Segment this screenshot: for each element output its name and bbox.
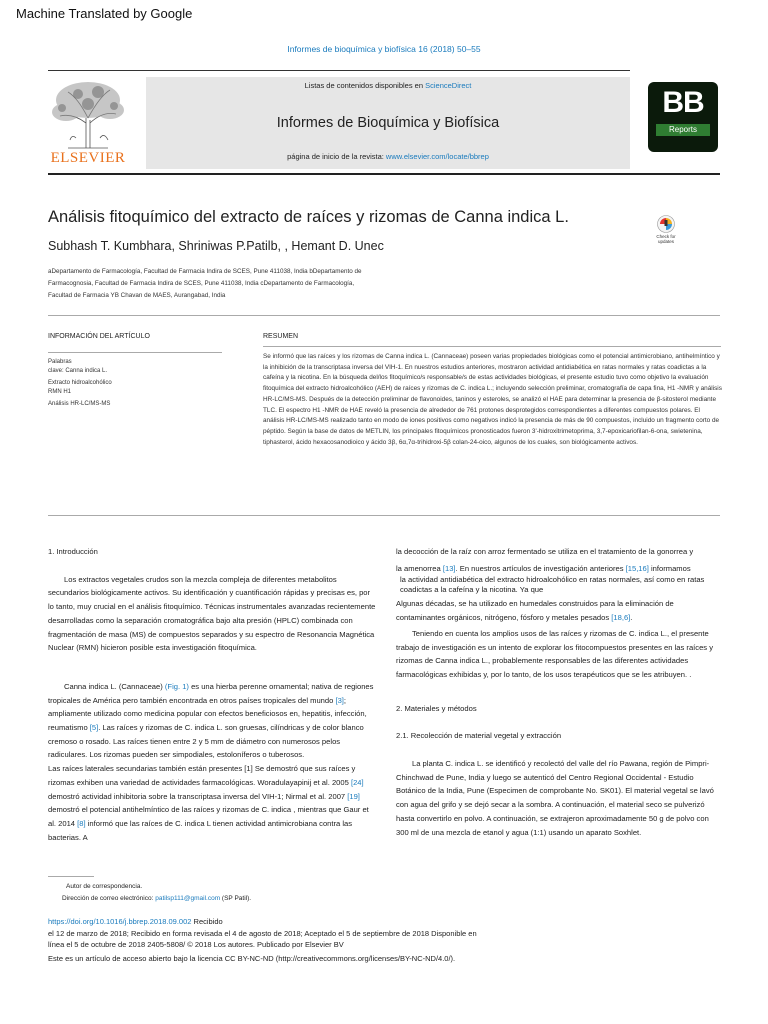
citation-link[interactable]: [5] [89,723,99,733]
abstract-text: Se informó que las raíces y los rizomas de Canna indica L. (Cannaceae) poseen varias propiedades biológicas como el potencial antimicrobiano, antihelmíntico y la inhibición de la transcriptasa inversa del VIH-1. En nuestros estudios anteriores, mostraron actividad antidiabética en ratas normales y ratas coadictas a la cafeína y la nicotina. En la búsqueda del/los fitoquímico/s responsable/s de estas actividades biológicas, el presente estudio tuvo como objetivo la evaluación fitoquímica del extracto hidroalcohólico (AEH) de raíces y rizomas de C. indica L.; incluyendo selección preliminar, cromatografía de capa fina, H1 -NMR y análisis HR-LC/MS-MS. Después de la detección preliminar de flavonoides, taninos y esteroles, se analizó el HAE para determinar la presencia de β-sitosterol mediante TLC. El espectro H1 -NMR de HAE reveló la presencia de alrededor de 761 protones desprotegidos correspondientes a diferentes compuestos polares. El análisis HR-LC/MS-MS realizado tanto en modo de iones positivos como negativos indicó la presencia de más de 90 compuestos, incluido un fragmento corto de péptido. Según la base de datos de METLIN, los principales fitoquímicos pronosticados fueron 3'-hidroxitrimetoprima, 3,7-epoxicariofilan-6-ona, swietenina, tiphasterol, ácido hexacosanodioico y ácido 3β, 6α,7α-trihidroxi-5β colan-24-oico, algunos de los cuales, son biológicamente activos. [263,353,722,446]
journal-header-box [146,77,630,169]
abstract-heading: RESUMEN [263,333,299,340]
right-paragraph-2: la amenorrea [13]. En nuestros artículos de investigación anteriores [15,16] informamos [396,563,691,573]
citation-link[interactable]: [13] [442,563,456,573]
section-2-1-paragraph: La planta C. indica L. se identificó y recolectó del valle del río Pawana, región de Pimpri-Chinchwad de Pune, India y luego se autenticó del Centro Regional Occidental - Estudio Botánico de la India, Pune (Especimen de comprobante No. SK01). El material vegetal se lavó con agua del grifo y se dejó secar a la sombra. A continuación, el material seco se pulverizó hasta convertirlo en polvo. A continuación, se extrajeron aproximadamente 50 g de polvo con 300 ml de una mezcla de etanol y agua (1:1) usando un aparato Soxhlet. [396,759,714,837]
bb-reports-logo: BB Reports [648,82,718,152]
right-paragraph-1: la decocción de la raíz con arroz fermentado se utiliza en el tratamiento de la gonorrea y [396,547,694,556]
affiliations: aDepartamento de Farmacología, Facultad de Farmacia Indira de SCES, Pune 411038, India bDepartamento de Farmacognosia, Facultad de Farmacia Indira de SCES, Pune 411038, India cDepartamento de Farmacología, Facultad de Farmacia YB Chavan de MAES, Aurangabad, India [48,268,362,299]
top-divider [48,70,630,71]
footnotes [62,881,252,905]
author-email-link[interactable]: patilsp111@gmail.com [155,895,221,902]
keyword-item: Palabras [48,359,72,365]
right-paragraph-5: Teniendo en cuenta los amplios usos de las raíces y rizomas de C. indica L., el presente trabajo de investigación es un intento de explorar los fitocompuestos presentes en las raíces y rizomas de Canna indica L., probablemente responsables de las diferentes actividades farmacológicas exhibidas y, por lo tanto, de los usos terapéuticos que se les atribuyen. . [396,628,714,679]
citation-link[interactable]: [15,16] [625,563,649,573]
figure-1-link[interactable]: (Fig. 1) [164,681,189,691]
publication-dates: el 12 de marzo de 2018; Recibido en forma revisada el 4 de agosto de 2018; Aceptado el 5 de septiembre de 2018 Disponible en línea el 5 de octubre de 2018 2405-5808/ © 2018 Los autores. Publicado por Elsevier BV [48,928,477,949]
contents-available-line: Listas de contenidos disponibles en ScienceDirect [304,81,472,90]
citation-link[interactable]: [3] [335,695,344,705]
citation-link[interactable]: [24] [350,777,364,787]
corresponding-author-note: Autor de correspondencia. [66,883,143,890]
citation-link[interactable]: [18,6] [611,613,631,623]
journal-homepage-link[interactable]: www.elsevier.com/locate/bbrep [385,152,489,161]
keyword-item: Análisis HR-LC/MS-MS [48,401,111,407]
section-2-heading: 2. Materiales y métodos [396,703,477,713]
section-2-1-heading: 2.1. Recolección de material vegetal y extracción [396,731,562,741]
intro-paragraph-3: Las raíces laterales secundarias también están presentes [1] Se demostró que sus raíces y rizomas exhiben una variedad de actividades farmacológicas. Woradulayapinij et al. 2005 [24] demostró actividad inhibitoria sobre la transcriptasa inversa del VIH-1; Nirmal et al. 2007 [19] demostró el potencial antihelmíntico de las raíces y rizomas de C. indica , mientras que Gaur et al. 2014 [8] informó que las raíces de C. indica L tienen actividad antimicrobiana contra las bacterias. A [48,764,369,842]
elsevier-wordmark: ELSEVIER [50,150,126,166]
email-note: Dirección de correo electrónico: patilsp111@gmail.com (SP Patil). [62,895,252,902]
keyword-item: Extracto hidroalcohólico [48,380,112,386]
intro-paragraph-1: Los extractos vegetales crudos son la mezcla compleja de diferentes metabolitos secundarios biológicamente activos. Su identificación y cuantificación rápidas y precisas es, por lo tanto, muy crucial en el análisis fitoquímico. Técnicas instrumentales avanzadas recientemente desarrolladas como la separación cromatográfica bajo alta presión (HPLC) combinada con fragmentación de masa (MS) de compuestos separados y su espectro de Resonancia Magnética Nuclear (RMN) hicieron posible esta investigación fitoquímica. [48,574,376,653]
footnote-divider [48,876,94,877]
journal-title: Informes de Bioquímica y Biofísica [276,115,500,131]
doi-link[interactable]: https://doi.org/10.1016/j.bbrep.2018.09.002 [48,917,192,926]
sciencedirect-link[interactable]: ScienceDirect [425,81,472,90]
left-column [48,545,376,844]
machine-translation-banner: Machine Translated by Google [16,6,193,21]
affiliation-divider [48,315,720,316]
citation-link[interactable]: [8] [77,818,86,828]
check-for-updates-label: Check for updates [656,234,676,244]
check-for-updates-badge[interactable] [650,214,682,248]
article-title: Análisis fitoquímico del extracto de raíces y rizomas de Canna indica L. [48,208,569,226]
keywords-list [48,358,228,409]
article-info-divider [48,352,222,353]
article-info-heading: INFORMACIÓN DEL ARTÍCULO [48,333,150,340]
intro-paragraph-2: Canna indica L. (Cannaceae) (Fig. 1) es una hierba perenne ornamental; nativa de regiones tropicales de América pero también encontrada en otros países tropicales del mundo [3]; ampliamente utilizado como medicina popular con efectos beneficiosos en, hepatitis, infección, reumatismo [5]. Las raíces y rizomas de C. indica L. son gruesas, cilíndricas y de color blanco cremoso o rosado. Las raíces tienen entre 2 y 5 mm de diámetro con numerosos pelos radiculares. Los rizomas pueden ser simpodiales, estoloníferos o tuberosos. [48,681,374,760]
doi-and-dates: https://doi.org/10.1016/j.bbrep.2018.09.002 Recibido el 12 de marzo de 2018; Recibido en forma revisada el 4 de agosto de 2018; Aceptado el 5 de septiembre de 2018 Disponible en línea el 5 de octubre de 2018 2405-5808/ © 2018 Los autores. Publicado por Elsevier BV [48,916,488,951]
intro-heading: 1. Introducción [48,547,98,556]
journal-homepage-line: página de inicio de la revista: www.elsevier.com/locate/bbrep [287,152,489,161]
license-statement: Este es un artículo de acceso abierto bajo la licencia CC BY-NC-ND (http://creativecommons.org/licenses/BY-NC-ND/4.0/). [48,954,456,963]
author-list: Subhash T. Kumbhara, Shriniwas P.Patilb, , Hemant D. Unec [48,239,384,253]
keyword-item: clave: Canna indica L. [48,367,108,374]
header-divider [48,173,720,175]
journal-reference-link[interactable]: Informes de bioquímica y biofísica 16 (2018) 50–55 [287,44,481,54]
right-paragraph-4: Algunas décadas, se ha utilizado en humedales construidos para la eliminación de contaminantes orgánicos, nitrógeno, fósforo y metales pesados [18,6]. [396,599,674,623]
keyword-item: RMN H1 [48,388,72,395]
right-column [396,545,722,839]
citation-link[interactable]: [19] [347,791,360,801]
right-paragraph-3: la actividad antidiabética del extracto hidroalcohólico en ratas normales, así como en ratas coadictas a la cafeína y la nicotina. Ya que [400,575,705,595]
abstract-divider [263,346,721,347]
body-divider [48,515,720,516]
